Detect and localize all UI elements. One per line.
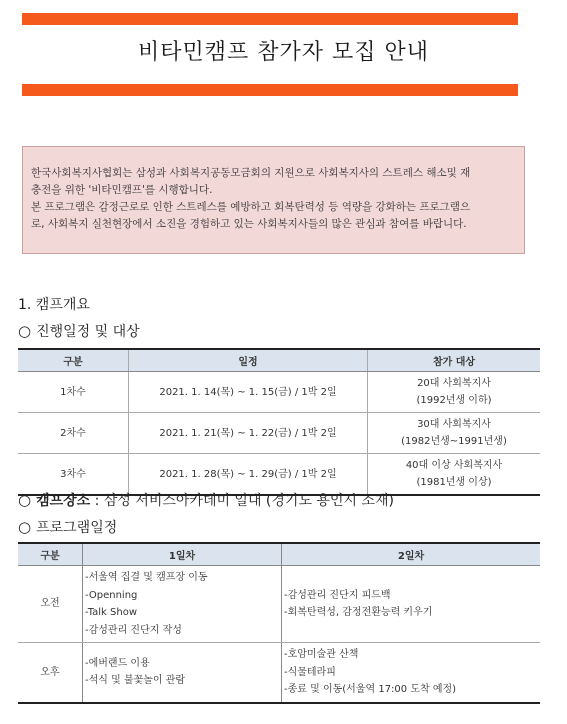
- schedule-heading: [18, 321, 140, 341]
- column-header: 2일차: [282, 543, 541, 566]
- circle-bullet-icon: ○: [18, 518, 32, 536]
- target-text: 30대 사회복지사: [417, 419, 491, 430]
- schedule-table: [18, 348, 540, 496]
- notice-line: 로, 사회복지 실천현장에서 소진을 경험하고 있는 사회복지사들의 많은 관심과 참여를 바랍니다.: [31, 218, 467, 230]
- list-item: -석식 및 불꽃놀이 관람: [85, 675, 186, 687]
- day2-cell: [282, 566, 541, 643]
- slot-cell: 오전: [18, 566, 83, 643]
- slot-cell: 오후: [18, 643, 83, 703]
- day1-cell: [83, 566, 282, 643]
- list-item: -Openning: [85, 589, 138, 601]
- table-header-row: [18, 349, 540, 372]
- column-header: 구분: [18, 543, 83, 566]
- date-cell: 2021. 1. 28(목) ~ 1. 29(금) / 1박 2일: [129, 454, 368, 496]
- day1-cell: [83, 643, 282, 703]
- list-item: -감성관리 진단지 작성: [85, 624, 182, 636]
- target-note: (1992년생 이하): [416, 395, 492, 406]
- date-cell: 2021. 1. 21(목) ~ 1. 22(금) / 1박 2일: [129, 413, 368, 454]
- target-cell: [368, 372, 541, 413]
- notice-line: 한국사회복지사협회는 삼성과 사회복지공동모금회의 지원으로 사회복지사의 스트레스 해소및 재: [31, 167, 471, 179]
- list-item: -식물테라피: [284, 666, 336, 678]
- notice-line: 본 프로그램은 감정근로로 인한 스트레스를 예방하고 회복탄력성 등 역량을 강화하는 프로그램으: [31, 201, 471, 213]
- date-cell: 2021. 1. 14(목) ~ 1. 15(금) / 1박 2일: [129, 372, 368, 413]
- list-item: -에버랜드 이용: [85, 657, 150, 669]
- camp-location-heading: [18, 490, 394, 510]
- intro-notice-box: [22, 146, 525, 254]
- round-cell: 2차수: [18, 413, 129, 454]
- target-note: (1981년생 이상): [416, 477, 492, 488]
- column-header: 일정: [129, 349, 368, 372]
- schedule-heading-text: 진행일정 및 대상: [36, 324, 140, 340]
- circle-bullet-icon: ○: [18, 491, 32, 509]
- table-row: [18, 643, 540, 703]
- table-row: [18, 566, 540, 643]
- column-header: 1일차: [83, 543, 282, 566]
- target-text: 40대 이상 사회복지사: [405, 460, 503, 471]
- target-note: (1982년생~1991년생): [401, 436, 507, 447]
- round-cell: 3차수: [18, 454, 129, 496]
- program-heading: [18, 517, 117, 537]
- list-item: -서울역 집결 및 캠프장 이동: [85, 572, 208, 583]
- table-row: [18, 413, 540, 454]
- camp-location-label: 캠프장소: [36, 493, 91, 509]
- program-table: [18, 542, 540, 704]
- list-item: -Talk Show: [85, 607, 138, 618]
- list-item: -감성관리 진단지 피드백: [284, 589, 391, 601]
- column-header: 구분: [18, 349, 129, 372]
- column-header: 참가 대상: [368, 349, 541, 372]
- circle-bullet-icon: ○: [18, 322, 32, 340]
- target-cell: [368, 413, 541, 454]
- list-item: -종료 및 이동(서울역 17:00 도착 예정): [284, 684, 457, 695]
- section-camp-overview-heading: 1. 캠프개요: [18, 297, 90, 313]
- notice-line: 충전을 위한 '비타민캠프'를 시행합니다.: [31, 184, 213, 196]
- table-header-row: [18, 543, 540, 566]
- program-heading-text: 프로그램일정: [36, 520, 118, 536]
- page-title: 비타민캠프 참가자 모집 안내: [137, 40, 429, 65]
- table-row: [18, 454, 540, 496]
- camp-location-text: : 삼성 서비스아카데미 일대 (경기도 용인시 소재): [90, 493, 394, 509]
- day2-cell: [282, 643, 541, 703]
- list-item: -호암미술관 산책: [284, 649, 359, 660]
- list-item: -회복탄력성, 감정전환능력 키우기: [284, 607, 433, 618]
- round-cell: 1차수: [18, 372, 129, 413]
- top-accent-bar: [22, 13, 518, 25]
- title-underline-bar: [22, 84, 518, 96]
- table-row: [18, 372, 540, 413]
- target-text: 20대 사회복지사: [417, 378, 491, 389]
- target-cell: [368, 454, 541, 496]
